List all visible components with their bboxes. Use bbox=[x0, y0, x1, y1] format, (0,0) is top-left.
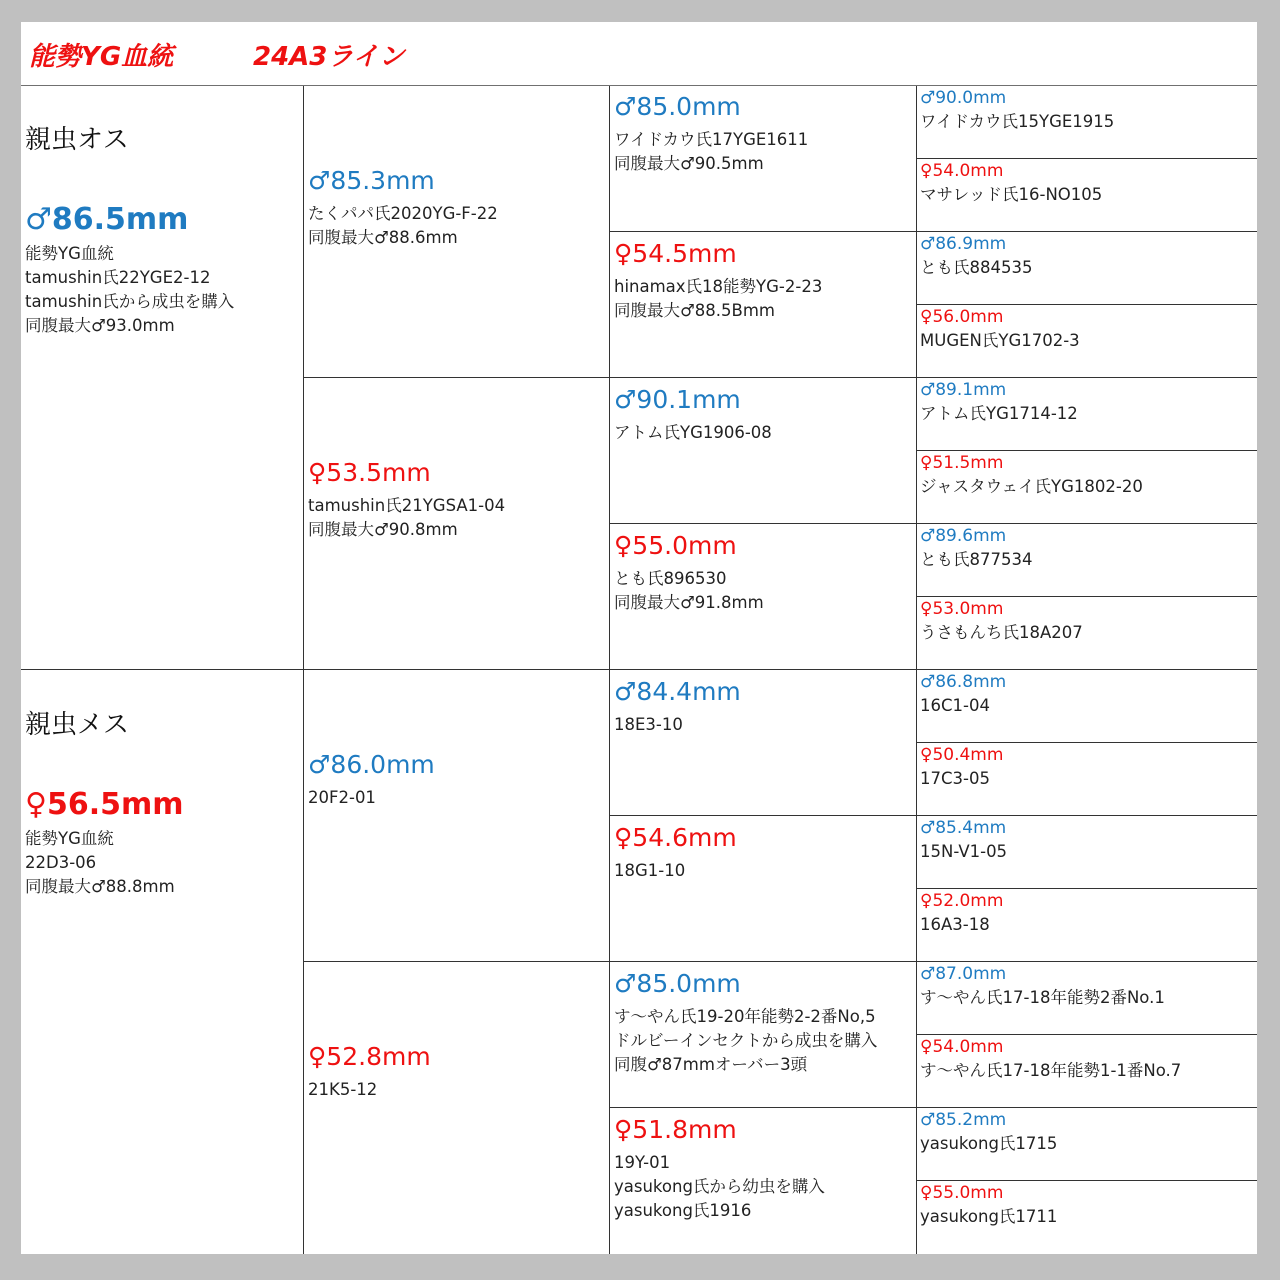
gen3-line: 18G1-10 bbox=[614, 861, 686, 880]
row-divider bbox=[916, 596, 1257, 597]
gen3-cell-3 bbox=[614, 385, 772, 445]
gen4-cell-4 bbox=[920, 305, 1080, 353]
gen3-size: ♂85.0mm bbox=[614, 92, 741, 121]
gen3-cell-1 bbox=[614, 92, 808, 176]
gen2-cell-1 bbox=[308, 166, 498, 250]
gen4-cell-7 bbox=[920, 524, 1033, 572]
gen4-cell-11 bbox=[920, 816, 1007, 864]
dam-line-1: 能勢YG血統 bbox=[25, 829, 114, 848]
row-divider bbox=[916, 742, 1257, 743]
gen3-line: yasukong氏から幼虫を購入 bbox=[614, 1177, 825, 1196]
gen2-cell-2 bbox=[308, 458, 505, 542]
gen2-size: ♂86.0mm bbox=[308, 750, 435, 779]
gen2-line: 同腹最大♂90.8mm bbox=[308, 520, 458, 539]
gen4-size: ♀54.0mm bbox=[920, 1037, 1004, 1057]
gen2-cell-3 bbox=[308, 750, 435, 810]
gen4-id: す～やん氏17-18年能勢1-1番No.7 bbox=[920, 1061, 1182, 1080]
gen4-cell-5 bbox=[920, 378, 1078, 426]
gen3-line: 同腹♂87mmオーバー3頭 bbox=[614, 1055, 808, 1074]
gen3-size: ♂90.1mm bbox=[614, 385, 741, 414]
gen2-size: ♀52.8mm bbox=[308, 1042, 431, 1071]
gen4-id: とも氏877534 bbox=[920, 550, 1033, 569]
gen2-line: 21K5-12 bbox=[308, 1080, 378, 1099]
gen2-line: たくパパ氏2020YG-F-22 bbox=[308, 204, 498, 223]
gen3-size: ♂85.0mm bbox=[614, 969, 741, 998]
gen2-size: ♂85.3mm bbox=[308, 166, 435, 195]
gen4-id: 15N-V1-05 bbox=[920, 842, 1008, 861]
dam-cell bbox=[25, 709, 300, 899]
gen2-line: 同腹最大♂88.6mm bbox=[308, 228, 458, 247]
gen2-line: tamushin氏21YGSA1-04 bbox=[308, 496, 506, 515]
gen3-size: ♀54.5mm bbox=[614, 239, 737, 268]
column-divider bbox=[916, 86, 917, 1254]
gen3-line: 同腹最大♂88.5Bmm bbox=[614, 301, 775, 320]
gen3-line: ワイドカウ氏17YGE1611 bbox=[614, 130, 809, 149]
gen4-id: 16C1-04 bbox=[920, 696, 990, 715]
row-divider bbox=[916, 304, 1257, 305]
gen4-id: 16A3-18 bbox=[920, 915, 990, 934]
gen4-id: ワイドカウ氏15YGE1915 bbox=[920, 112, 1115, 131]
column-divider bbox=[609, 86, 610, 1254]
gen3-cell-6 bbox=[614, 823, 737, 883]
gen3-line: とも氏896530 bbox=[614, 569, 727, 588]
gen4-size: ♂89.6mm bbox=[920, 526, 1007, 546]
gen4-size: ♂86.9mm bbox=[920, 234, 1007, 254]
gen3-cell-2 bbox=[614, 239, 822, 323]
gen4-size: ♂90.0mm bbox=[920, 88, 1007, 108]
gen4-cell-16 bbox=[920, 1181, 1057, 1229]
row-divider bbox=[609, 523, 1257, 524]
gen4-cell-6 bbox=[920, 451, 1143, 499]
row-divider bbox=[609, 231, 1257, 232]
dam-line-2: 22D3-06 bbox=[25, 853, 97, 872]
gen4-cell-15 bbox=[920, 1108, 1057, 1156]
gen4-id: ジャスタウェイ氏YG1802-20 bbox=[920, 477, 1143, 496]
sire-line-3: tamushin氏から成虫を購入 bbox=[25, 292, 235, 311]
dam-line-3: 同腹最大♂88.8mm bbox=[25, 877, 175, 896]
gen4-id: 17C3-05 bbox=[920, 769, 990, 788]
gen4-size: ♀52.0mm bbox=[920, 891, 1004, 911]
gen4-size: ♂85.4mm bbox=[920, 818, 1007, 838]
gen4-id: MUGEN氏YG1702-3 bbox=[920, 331, 1080, 350]
gen3-cell-5 bbox=[614, 677, 741, 737]
title-bar bbox=[21, 22, 1257, 86]
gen4-size: ♀54.0mm bbox=[920, 161, 1004, 181]
gen3-cell-4 bbox=[614, 531, 764, 615]
gen3-line: 同腹最大♂91.8mm bbox=[614, 593, 764, 612]
gen4-cell-14 bbox=[920, 1035, 1181, 1083]
gen3-line: yasukong氏1916 bbox=[614, 1201, 752, 1220]
row-divider bbox=[916, 158, 1257, 159]
gen2-size: ♀53.5mm bbox=[308, 458, 431, 487]
gen4-id: yasukong氏1711 bbox=[920, 1207, 1058, 1226]
gen4-cell-9 bbox=[920, 670, 1006, 718]
gen4-cell-8 bbox=[920, 597, 1083, 645]
gen4-id: す～やん氏17-18年能勢2番No.1 bbox=[920, 988, 1165, 1007]
gen4-cell-10 bbox=[920, 743, 1003, 791]
gen4-cell-1 bbox=[920, 86, 1114, 134]
gen3-line: アトム氏YG1906-08 bbox=[614, 423, 772, 442]
row-divider bbox=[916, 1034, 1257, 1035]
gen3-cell-8 bbox=[614, 1115, 825, 1223]
sire-line-4: 同腹最大♂93.0mm bbox=[25, 316, 175, 335]
gen3-line: ドルビーインセクトから成虫を購入 bbox=[614, 1031, 878, 1050]
row-divider bbox=[609, 1107, 1257, 1108]
gen4-size: ♂89.1mm bbox=[920, 380, 1007, 400]
gen3-size: ♂84.4mm bbox=[614, 677, 741, 706]
gen3-line: 19Y-01 bbox=[614, 1153, 671, 1172]
gen4-id: yasukong氏1715 bbox=[920, 1134, 1058, 1153]
row-divider bbox=[916, 888, 1257, 889]
gen4-size: ♂87.0mm bbox=[920, 964, 1007, 984]
gen4-size: ♀56.0mm bbox=[920, 307, 1004, 327]
line-name: 24A3ライン bbox=[253, 42, 405, 72]
gen4-size: ♀53.0mm bbox=[920, 599, 1004, 619]
gen4-id: アトム氏YG1714-12 bbox=[920, 404, 1078, 423]
column-divider bbox=[303, 86, 304, 1254]
sire-cell bbox=[25, 124, 300, 338]
gen4-cell-12 bbox=[920, 889, 1003, 937]
gen4-cell-3 bbox=[920, 232, 1033, 280]
row-divider bbox=[916, 450, 1257, 451]
row-divider bbox=[916, 1180, 1257, 1181]
sire-heading: 親虫オス bbox=[25, 125, 129, 155]
gen4-cell-13 bbox=[920, 962, 1165, 1010]
gen3-cell-7 bbox=[614, 969, 877, 1077]
gen4-id: マサレッド氏16-NO105 bbox=[920, 185, 1103, 204]
row-divider bbox=[303, 377, 1257, 378]
gen4-size: ♀55.0mm bbox=[920, 1183, 1004, 1203]
gen4-size: ♂86.8mm bbox=[920, 672, 1007, 692]
gen4-size: ♀50.4mm bbox=[920, 745, 1004, 765]
row-divider bbox=[21, 669, 1257, 670]
sire-size: ♂86.5mm bbox=[25, 202, 189, 237]
row-divider bbox=[303, 961, 1257, 962]
gen4-id: うさもんち氏18A207 bbox=[920, 623, 1083, 642]
gen3-line: 18E3-10 bbox=[614, 715, 683, 734]
gen3-line: す～やん氏19-20年能勢2-2番No,5 bbox=[614, 1007, 876, 1026]
dam-size: ♀56.5mm bbox=[25, 787, 184, 822]
gen3-line: hinamax氏18能勢YG-2-23 bbox=[614, 277, 823, 296]
dam-heading: 親虫メス bbox=[25, 710, 130, 740]
gen3-line: 同腹最大♂90.5mm bbox=[614, 154, 764, 173]
gen3-size: ♀55.0mm bbox=[614, 531, 737, 560]
gen4-cell-2 bbox=[920, 159, 1102, 207]
gen3-size: ♀54.6mm bbox=[614, 823, 737, 852]
row-divider bbox=[609, 815, 1257, 816]
page-title: 能勢YG血統 bbox=[29, 42, 174, 72]
gen4-size: ♀51.5mm bbox=[920, 453, 1004, 473]
gen4-id: とも氏884535 bbox=[920, 258, 1033, 277]
gen4-size: ♂85.2mm bbox=[920, 1110, 1007, 1130]
pedigree-sheet bbox=[21, 22, 1257, 1254]
gen3-size: ♀51.8mm bbox=[614, 1115, 737, 1144]
sire-line-2: tamushin氏22YGE2-12 bbox=[25, 268, 211, 287]
gen2-cell-4 bbox=[308, 1042, 431, 1102]
sire-line-1: 能勢YG血統 bbox=[25, 244, 114, 263]
gen2-line: 20F2-01 bbox=[308, 788, 376, 807]
